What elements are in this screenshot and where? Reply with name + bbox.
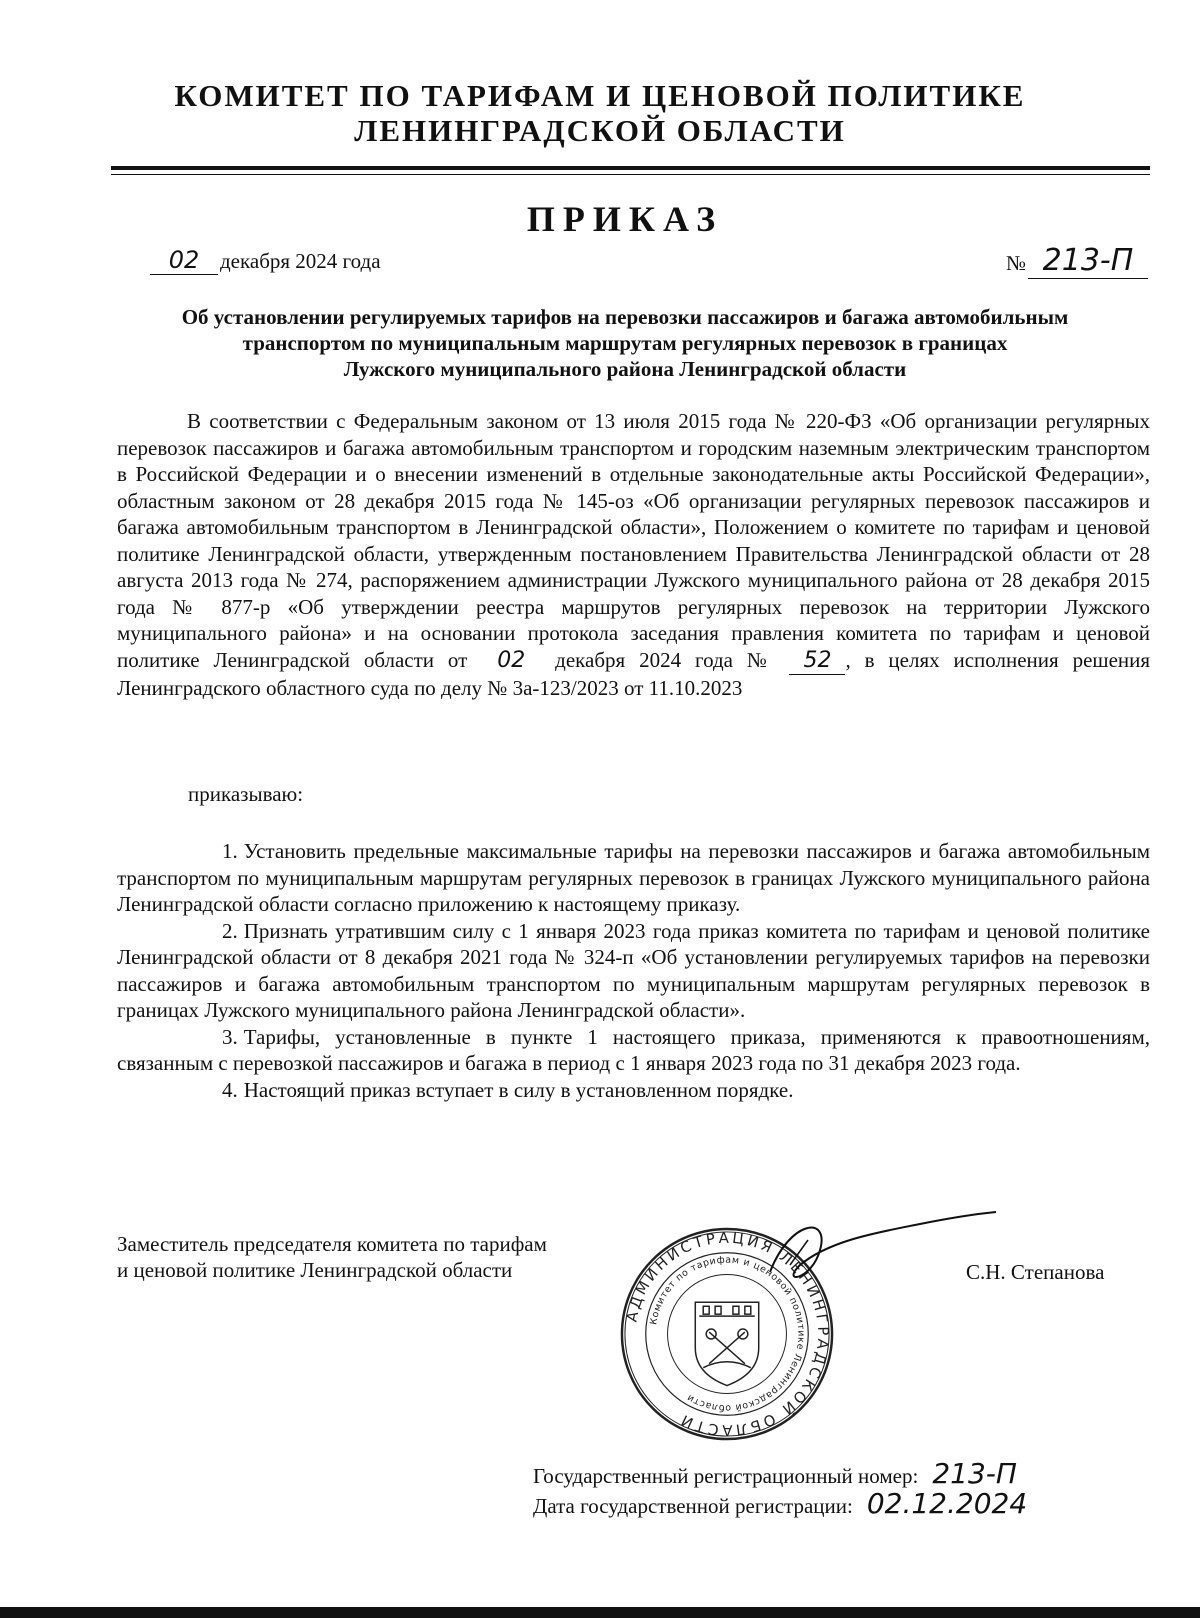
order-verb: приказываю: bbox=[188, 782, 304, 806]
item-number: 3. bbox=[222, 1024, 238, 1049]
signatory-position-line1: Заместитель председателя комитета по тарифам bbox=[117, 1232, 547, 1256]
registration-number-label: Государственный регистрационный номер: bbox=[533, 1464, 919, 1488]
order-items bbox=[117, 838, 1150, 1103]
number-prefix: № bbox=[1005, 251, 1026, 275]
item-text: Установить предельные максимальные тарифы на перевозки пассажиров и багажа автомобильным транспортом по муниципальным маршрутам регулярных перевозок в границах Лужского муниципального района Ленинградской области согласно приложению к настоящему приказу. bbox=[117, 839, 1150, 916]
item-number: 4. bbox=[222, 1077, 238, 1102]
order-number bbox=[1006, 243, 1148, 279]
item-number: 2. bbox=[222, 918, 238, 943]
header-rule-thin bbox=[111, 174, 1150, 175]
item-text: Тарифы, установленные в пункте 1 настоящего приказа, применяются к правоотношениям, связанным с перевозкой пассажиров и багажа в период с 1 января 2023 года по 31 декабря 2023 года. bbox=[117, 1024, 1150, 1075]
signatory-position bbox=[117, 1231, 547, 1283]
svg-text:Комитет по тарифам и ценовой п: Комитет по тарифам и ценовой политике Ленинградской области bbox=[648, 1254, 807, 1414]
org-title-line1: КОМИТЕТ ПО ТАРИФАМ И ЦЕНОВОЙ ПОЛИТИКЕ bbox=[174, 78, 1026, 113]
handwritten-order-number: 213-П bbox=[1028, 243, 1148, 279]
signatory-position-line2: и ценовой политике Ленинградской области bbox=[117, 1258, 513, 1282]
document-type-title: ПРИКАЗ bbox=[526, 199, 724, 239]
scan-bottom-edge bbox=[0, 1607, 1200, 1618]
registration-date-label: Дата государственной регистрации: bbox=[533, 1494, 853, 1518]
subject-line1: Об установлении регулируемых тарифов на перевозки пассажиров и багажа автомобильным bbox=[181, 305, 1069, 329]
handwritten-protocol-number: 52 bbox=[789, 648, 845, 676]
handwritten-registration-number: 213-П bbox=[932, 1457, 1017, 1490]
order-item-2 bbox=[117, 918, 1150, 1024]
org-title-line2: ЛЕНИНГРАДСКОЙ ОБЛАСТИ bbox=[354, 113, 846, 148]
svg-text:АДМИНИСТРАЦИЯ ЛЕНИНГРАДСКОЙ ОБ: АДМИНИСТРАЦИЯ ЛЕНИНГРАДСКОЙ ОБЛАСТИ bbox=[622, 1228, 833, 1440]
item-text: Признать утратившим силу с 1 января 2023 года приказ комитета по тарифам и ценовой политике Ленинградской области от 8 декабря 2021 года № 324-п «Об установлении регулируемых тарифов на перевозки пассажиров и багажа автомобильным транспортом по муниципальным маршрутам регулярных перевозок в границах Лужского муниципального района Ленинградской области». bbox=[117, 918, 1150, 1022]
order-date bbox=[150, 246, 381, 275]
registration-number-row bbox=[533, 1457, 1027, 1490]
handwritten-registration-date: 02.12.2024 bbox=[866, 1487, 1028, 1520]
subject-line2: транспортом по муниципальным маршрутам регулярных перевозок в границах bbox=[242, 331, 1008, 355]
order-item-3 bbox=[117, 1024, 1150, 1077]
subject-line3: Лужского муниципального района Ленинградской области bbox=[343, 357, 907, 381]
order-subject bbox=[100, 304, 1150, 382]
date-text: декабря 2024 года bbox=[220, 249, 381, 273]
item-text: Настоящий приказ вступает в силу в установленном порядке. bbox=[243, 1077, 794, 1102]
handwritten-date-day: 02 bbox=[150, 246, 218, 275]
handwritten-protocol-day: 02 bbox=[497, 647, 526, 673]
preamble-text-part3: , в целях исполнения решения Ленинградского областного суда по делу № 3а-123/2023 от 11.10.2023 bbox=[117, 647, 1151, 700]
preamble-paragraph bbox=[117, 408, 1150, 702]
order-item-1 bbox=[117, 838, 1150, 918]
coat-of-arms-icon bbox=[695, 1302, 758, 1385]
organization-title bbox=[100, 78, 1100, 148]
registration-info bbox=[533, 1457, 1028, 1520]
signatory-name: С.Н. Степанова bbox=[966, 1260, 1105, 1284]
item-number: 1. bbox=[222, 839, 238, 863]
preamble-text-part2: декабря 2024 года № bbox=[555, 647, 776, 672]
handwritten-signature bbox=[760, 1210, 1000, 1290]
registration-date-row bbox=[533, 1487, 1028, 1520]
preamble-text-part1: В соответствии с Федеральным законом от 13 июля 2015 года № 220-ФЗ «Об организации регулярных перевозок пассажиров и багажа автомобильным транспортом и городским наземным электрическим транспортом в Российской Федерации и о внесении изменений в отдельные законодательные акты Российской Федерации», областным законом от 28 декабря 2015 года № 145-оз «Об организации регулярных перевозок пассажиров и багажа автомобильным транспортом в Ленинградской области», Положением о комитете по тарифам и ценовой политике Ленинградской области, утвержденным постановлением Правительства Ленинградской области от 28 августа 2013 года № 274, распоряжением администрации Лужского муниципального района от 28 декабря 2015 года № 877-р «Об утверждении реестра маршрутов регулярных перевозок на территории Лужского муниципального района» и на основании протокола заседания правления комитета по тарифам и ценовой политике Ленинградской области от bbox=[117, 409, 1150, 672]
order-item-4 bbox=[117, 1077, 1150, 1104]
header-rule-thick bbox=[111, 166, 1150, 170]
